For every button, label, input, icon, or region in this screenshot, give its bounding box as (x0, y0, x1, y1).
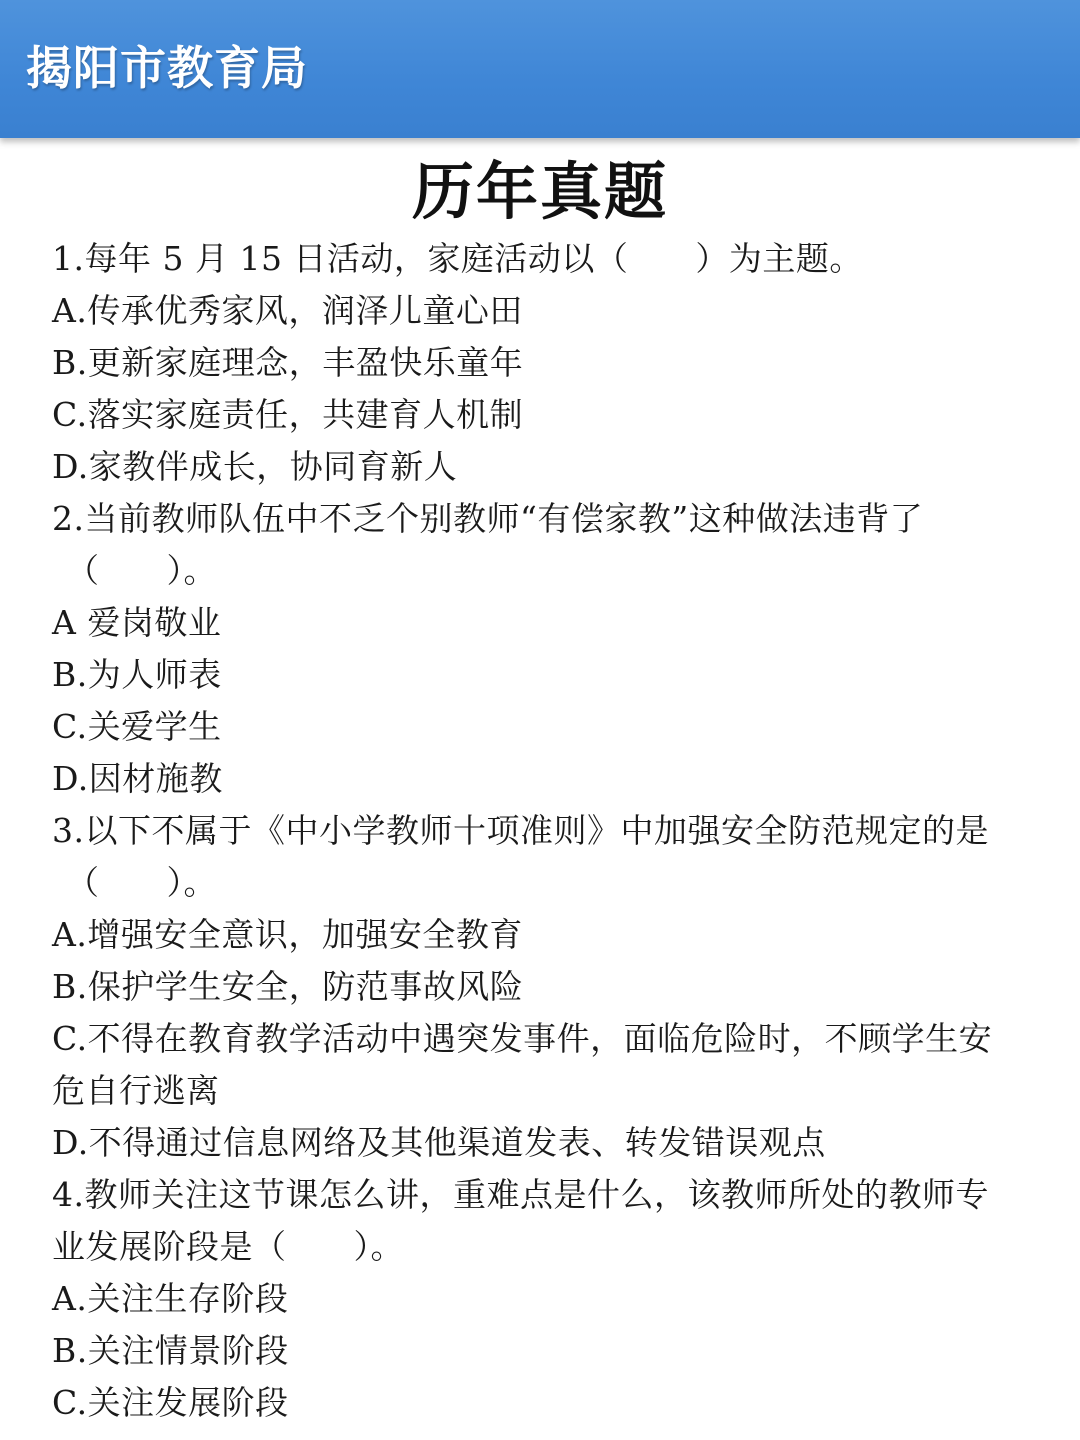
question-1-option-b: B.更新家庭理念，丰盈快乐童年 (52, 343, 524, 382)
question-3-option-b: B.保护学生安全，防范事故风险 (52, 967, 524, 1006)
question-2-option-b: B.为人师表 (52, 655, 222, 694)
question-2-option-c: C.关爱学生 (52, 707, 222, 746)
question-4-option-c: C.关注发展阶段 (52, 1383, 289, 1422)
question-1-option-d: D.家教伴成长，协同育新人 (52, 447, 458, 486)
page-title: 历年真题 (411, 155, 668, 228)
question-list (52, 233, 1042, 1429)
question-3-stem: 3.以下不属于《中小学教师十项准则》中加强安全防范规定的是 (52, 811, 989, 850)
header-banner (0, 0, 1080, 138)
question-2-stem-continued: （ ）。 (66, 551, 217, 590)
question-1-stem: 1.每年 5 月 15 日活动，家庭活动以（ ）为主题。 (52, 239, 863, 278)
question-4-option-b: B.关注情景阶段 (52, 1331, 289, 1370)
question-3-option-a: A.增强安全意识，加强安全教育 (52, 915, 523, 954)
question-3-option-c-continued: 危自行逃离 (52, 1071, 220, 1110)
question-2-stem: 2.当前教师队伍中不乏个别教师“有偿家教”这种做法违背了 (52, 499, 924, 538)
org-name-logo: 揭阳市教育局 (26, 41, 308, 95)
question-2-option-a: A 爱岗敬业 (52, 603, 222, 642)
question-2-option-d: D.因材施教 (52, 759, 223, 798)
question-3-option-c: C.不得在教育教学活动中遇突发事件，面临危险时，不顾学生安 (52, 1019, 993, 1058)
question-1-option-a: A.传承优秀家风，润泽儿童心田 (52, 291, 523, 330)
question-1-option-c: C.落实家庭责任，共建育人机制 (52, 395, 524, 434)
question-3-stem-continued: （ ）。 (66, 863, 217, 902)
question-3-option-d: D.不得通过信息网络及其他渠道发表、转发错误观点 (52, 1123, 826, 1162)
question-4-option-a: A.关注生存阶段 (52, 1279, 289, 1318)
question-4-stem-continued: 业发展阶段是（ ）。 (52, 1227, 404, 1266)
question-4-stem: 4.教师关注这节课怎么讲，重难点是什么，该教师所处的教师专 (52, 1175, 989, 1214)
